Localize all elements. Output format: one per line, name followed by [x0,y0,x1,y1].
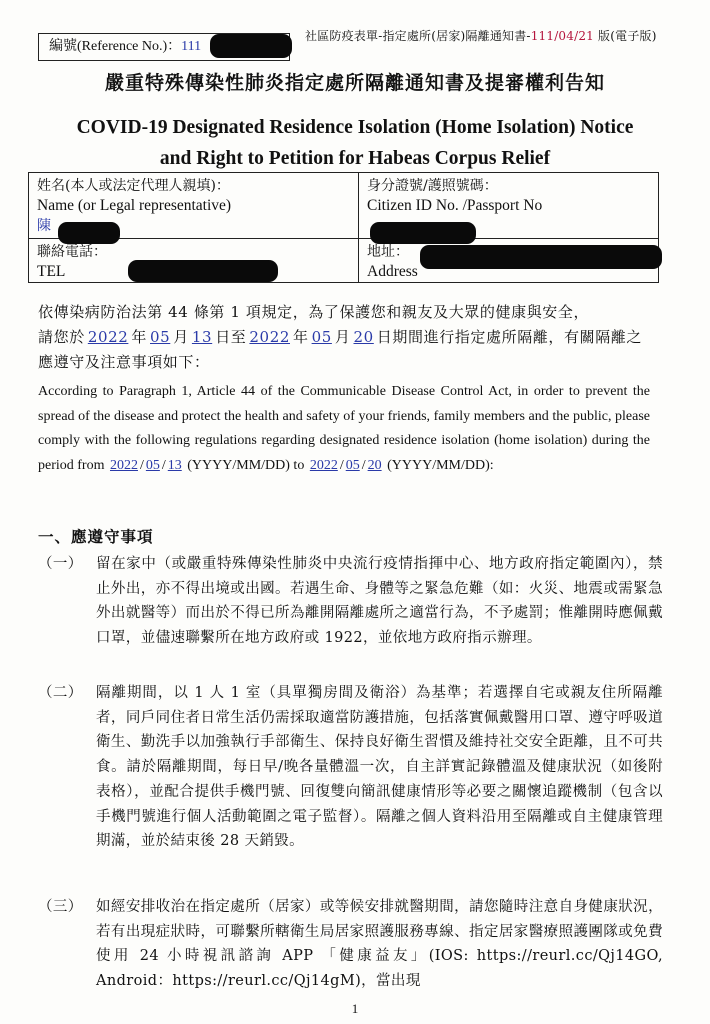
period-zh-line1: 依傳染病防治法第 44 條第 1 項規定，為了保護您和親友及大眾的健康與安全， [38,303,590,321]
form-note-prefix: 社區防疫表單-指定處所(居家)隔離通知書- [305,29,531,43]
date-slash: / [161,457,166,473]
redaction-mark [420,245,662,269]
date-slash: / [339,457,344,473]
name-label-en: Name (or Legal representative) [37,197,232,214]
reference-label: 編號(Reference No.)： [49,39,182,54]
start-year-field: 2022 [87,328,129,346]
start-month-field: 05 [150,328,171,346]
month-char: 月 [173,328,189,346]
period-en-tail: (YYYY/MM/DD): [387,457,494,473]
to-char: 日至 [215,328,247,346]
reference-value: 111 [181,39,202,54]
form-note-suffix: 版(電子版) [594,29,657,43]
end-year-field: 2022 [249,328,290,346]
address-label-en: Address [367,263,418,280]
tel-label-zh: 聯絡電話： [37,244,107,260]
rule-item-number: （一） [38,556,83,572]
section-title-rules: 一、應遵守事項 [38,527,154,546]
rule-item-1 [38,552,663,651]
title-english-line1: COVID-19 Designated Residence Isolation (Home Isolation) Notice [76,117,634,138]
form-version-note [305,27,657,44]
en-end-month: 05 [345,457,360,473]
year-char: 年 [131,328,147,346]
end-day-field: 20 [353,328,374,346]
period-en-mid: (YYYY/MM/DD) to [187,457,305,473]
year-char: 年 [292,328,309,346]
rule-item-3 [38,895,663,994]
redaction-mark [210,34,292,58]
period-zh-suffix: 日期間進行指定處所隔離，有關隔離之 [376,328,642,346]
period-en-text: According to Paragraph 1, Article 44 of the Communicable Disease Control Act, in order to prevent the spread of the disease and protect the health and safety of your friends, family members and the public, please comply with the following regulations regarding designated residence isolation (home isolation) during the period from [38,384,650,473]
period-zh-line2 [38,325,663,350]
period-paragraph-zh [38,300,663,375]
redaction-mark [58,222,120,244]
end-month-field: 05 [311,328,332,346]
form-note-date: 111/04/21 [530,29,595,43]
month-char: 月 [334,328,351,346]
en-end-day: 20 [367,457,382,473]
address-label-zh: 地址： [367,244,409,260]
tel-label-en: TEL [37,263,66,280]
period-zh-prefix: 請您於 [38,328,85,346]
rule-item-number: （三） [38,899,83,915]
en-start-year: 2022 [109,457,138,473]
rule-item-text: 留在家中（或嚴重特殊傳染性肺炎中央流行疫情指揮中心、地方政府指定範圍內），禁止外出，亦不得出境或出國。若遇生命、身體等之緊急危難（如：火災、地震或需緊急外出就醫等）而出於不得已所為離開隔離處所之適當行為，不予處罰；惟離開時應佩戴口罩，並儘速聯繫所在地方政府或 1922，並依地方政府指示辦理。 [96,556,663,647]
start-day-field: 13 [191,328,213,346]
name-value: 陳 [37,218,51,234]
rule-item-2 [38,681,663,854]
name-label-zh: 姓名(本人或法定代理人親填)： [37,178,230,194]
rule-item-text: 如經安排收治在指定處所（居家）或等候安排就醫期間，請您隨時注意自身健康狀況，若有出現症狀時，可聯繫所轄衛生局居家照護服務專線、指定居家醫療照護團隊或免費使用 24 小時視訊諮詢 APP 「健康益友」(IOS: https://reurl.cc/Qj14GO, Android：https://reurl.cc/Qj14gM)，當出現 [96,899,663,990]
id-label-zh: 身分證號/護照號碼： [367,178,498,194]
title-chinese: 嚴重特殊傳染性肺炎指定處所隔離通知書及提審權利告知 [104,72,605,94]
title-english-line2: and Right to Petition for Habeas Corpus Relief [159,148,551,169]
period-paragraph-en [38,380,650,478]
en-start-month: 05 [145,457,160,473]
date-slash: / [361,457,366,473]
id-label-en: Citizen ID No. /Passport No [367,197,543,214]
rule-item-number: （二） [38,685,83,701]
page-number: 1 [351,1001,359,1016]
redaction-mark [370,222,476,244]
rule-item-text: 隔離期間，以 1 人 1 室（具單獨房間及衛浴）為基準；若選擇自宅或親友住所隔離者，同戶同住者日常生活仍需採取適當防護措施，包括落實佩戴醫用口罩、遵守呼吸道衛生、勤洗手以加強執行手部衛生、保持良好衛生習慣及維持社交安全距離，且不可共食。請於隔離期間，每日早/晚各量體溫一次，自主詳實記錄體溫及健康狀況（如後附表格），並配合提供手機門號、回復雙向簡訊健康情形等必要之關懷追蹤機制（包含以手機門號進行個人活動範圍之電子監督）。隔離之個人資料沿用至隔離或自主健康管理期滿，並於結束後 28 天銷毀。 [96,685,663,850]
redaction-mark [128,260,278,282]
date-slash: / [139,457,144,473]
period-zh-line3: 應遵守及注意事項如下： [38,353,210,371]
en-end-year: 2022 [309,457,338,473]
en-start-day: 13 [167,457,182,473]
